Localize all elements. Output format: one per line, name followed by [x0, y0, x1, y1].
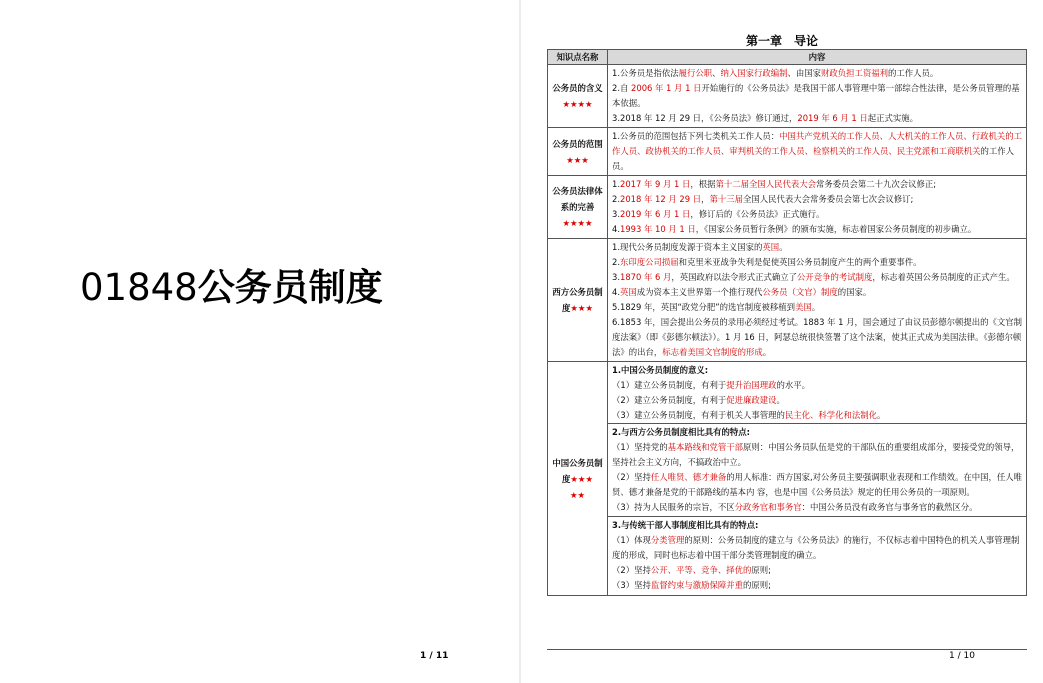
- content-cell: [608, 362, 1027, 596]
- topic-name: 公务员的范围: [552, 138, 603, 149]
- content-line: [612, 270, 1023, 285]
- text-segment: （3）持为人民服务的宗旨，不区: [612, 502, 735, 512]
- header-content: 内容: [608, 50, 1027, 65]
- text-segment: 4.: [612, 287, 620, 297]
- content-line: [612, 111, 1023, 126]
- key-phrase: 1993 年 10 月 1 日: [620, 224, 696, 234]
- table-header-row: [548, 50, 1027, 65]
- content-block: [612, 363, 1023, 423]
- text-segment: 2.: [612, 257, 620, 267]
- page-bottom-rule: [547, 649, 1027, 650]
- key-phrase: 公务员（文官）制度: [762, 287, 838, 297]
- key-phrase: 2017 年 9 月 1 日: [620, 179, 691, 189]
- text-segment: 和克里米亚战争失利是促使英国公务员制度产生的两个重要事件。: [678, 257, 922, 267]
- table-row: [548, 176, 1027, 239]
- key-phrase: 1870 年 6 月: [620, 272, 672, 282]
- text-segment: 原则：中国公务员队伍是党的干部队伍的重要组成部分，要接受党的领导，坚持社会主义方向，不搞政治中立。: [612, 442, 1020, 467]
- text-segment: 。: [811, 302, 821, 312]
- topic-name: 中国公务员制度: [552, 457, 603, 484]
- key-phrase: 公开竞争的考试制度: [797, 272, 873, 282]
- key-phrase: 2019 年 6 月 1 日: [797, 113, 868, 123]
- table-row: [548, 362, 1027, 596]
- key-phrase: 第十三届: [709, 194, 743, 204]
- text-segment: 的水平。: [776, 380, 810, 390]
- content-block: [612, 177, 1023, 237]
- content-cell: [608, 128, 1027, 176]
- text-segment: 2.自: [612, 83, 632, 93]
- text-segment: （2）坚持: [612, 565, 651, 575]
- content-line: [612, 393, 1023, 408]
- block-heading: 1.中国公务员制度的意义:: [612, 365, 709, 375]
- key-phrase: 英国: [620, 287, 637, 297]
- text-segment: 2.: [612, 194, 620, 204]
- content-line: [612, 378, 1023, 393]
- text-segment: 。: [762, 347, 772, 357]
- importance-stars: ★★★: [566, 154, 589, 165]
- topic-cell: [548, 128, 608, 176]
- text-segment: 的工作人员。: [888, 68, 939, 78]
- left-page: [0, 0, 520, 683]
- content-line: [612, 255, 1023, 270]
- importance-stars: ★★★★: [562, 218, 593, 228]
- content-line: [612, 440, 1023, 470]
- course-name: 公务员制度: [197, 266, 383, 309]
- text-segment: （2）坚持: [612, 472, 651, 482]
- text-segment: 开始施行的《公务员法》是我国干部人事管理中第一部综合性法律，是公务员管理的基本依据。: [612, 83, 1020, 108]
- page-number: 1 / 10: [949, 651, 975, 661]
- importance-stars: ★★★: [570, 303, 593, 313]
- content-line: [612, 222, 1023, 237]
- text-segment: （3）坚持: [612, 580, 651, 590]
- content-line: [612, 66, 1023, 81]
- key-phrase: 2018 年 12 月 29 日: [620, 194, 702, 204]
- topic-cell: [548, 176, 608, 239]
- key-phrase: 履行公职: [678, 68, 713, 78]
- text-segment: 1.: [612, 179, 620, 189]
- content-line: [612, 177, 1023, 192]
- key-phrase: 基本路线和党管干部: [667, 442, 743, 452]
- key-phrase: 第十二届全国人民代表大会: [715, 179, 817, 189]
- topic-name: 公务员法律体系的完善: [552, 186, 603, 212]
- key-phrase: 财政负担工资福利: [821, 68, 888, 78]
- text-segment: 5.1829 年，英国“政党分肥”的选官制度被移植到: [612, 302, 796, 312]
- text-segment: 。: [776, 395, 785, 405]
- importance-stars: ★★★: [570, 473, 593, 484]
- text-segment: 1.公务员的范围包括下列七类机关工作人员：: [612, 131, 780, 141]
- content-line: [612, 285, 1023, 300]
- text-segment: 。: [779, 242, 788, 252]
- content-block: [612, 129, 1023, 174]
- key-phrase: 民主化、科学化和法制化: [784, 410, 877, 420]
- table-row: [548, 128, 1027, 176]
- key-phrase: 纳入国家行政编制: [720, 68, 788, 78]
- text-segment: ，《国家公务员暂行条例》的颁布实施，标志着国家公务员制度的初步确立。: [695, 224, 977, 234]
- text-segment: ，修订后的《公务员法》正式施行。: [690, 209, 825, 219]
- key-phrase: 任人唯贤、德才兼备: [650, 472, 727, 482]
- text-segment: 6.1853 年，国会提出公务员的录用必须经过考试。1883 年 1 月，国会通过了由议员彭德尔顿提出的《文官制度法案》（即《彭德尔顿法》）。1 月 16 日，阿瑟总统很快签署了这个法案，使其正式成为美国法律。《彭德尔顿法》的出台，: [612, 317, 1022, 357]
- text-segment: 、: [712, 68, 721, 78]
- content-block: [612, 240, 1023, 360]
- text-segment: 成为资本主义世界第一个推行现代: [636, 287, 763, 297]
- block-heading: 2.与西方公务员制度相比具有的特点:: [612, 427, 750, 437]
- right-page: [521, 0, 1043, 683]
- text-segment: 1.现代公务员制度发源于资本主义国家的: [612, 242, 763, 252]
- text-segment: 起正式实施。: [867, 113, 919, 123]
- header-name: 知识点名称: [548, 50, 608, 65]
- content-line: [612, 240, 1023, 255]
- text-segment: 的工作人员。: [612, 146, 1014, 171]
- text-segment: 4.: [612, 224, 620, 234]
- key-phrase: 英国: [762, 242, 780, 252]
- text-segment: （1）建立公务员制度，有利于: [612, 380, 727, 390]
- content-line: [612, 533, 1023, 563]
- knowledge-table: [547, 49, 1027, 596]
- text-segment: （3）建立公务员制度，有利于机关人事管理的: [612, 410, 785, 420]
- text-segment: ，根据: [690, 179, 716, 189]
- content-line: [612, 470, 1023, 500]
- text-segment: （1）体现: [612, 535, 651, 545]
- text-segment: 的原则：公务员制度的建立与《公务员法》的施行，不仅标志着中国特色的机关人事管理制度的形成，同时也标志着中国干部分类管理制度的确立。: [612, 535, 1020, 560]
- topic-cell: [548, 65, 608, 128]
- text-segment: 3.: [612, 209, 620, 219]
- key-phrase: 促进廉政建设: [726, 395, 777, 405]
- content-line: [612, 563, 1023, 578]
- block-heading: 3.与传统干部人事制度相比具有的特点:: [612, 520, 759, 530]
- text-segment: （1）坚持党的: [612, 442, 668, 452]
- content-line: [612, 315, 1023, 360]
- content-block: [608, 423, 1026, 516]
- key-phrase: 2006 年 1 月 1 日: [631, 83, 702, 93]
- content-line: [612, 578, 1023, 593]
- content-line: [612, 81, 1023, 111]
- key-phrase: 中国共产党机关的工作人员、人大机关的工作人员、行政机关的工作人员、政协机关的工作人员、审判机关的工作人员、检察机关的工作人员、民主党派和工商联机关: [612, 131, 1022, 156]
- key-phrase: 2019 年 6 月 1 日: [620, 209, 691, 219]
- content-cell: [608, 176, 1027, 239]
- key-phrase: 提升治国理政: [726, 380, 777, 390]
- text-segment: 的用人标准：西方国家,对公务员主要强调职业表现和工作绩效。在中国，任人唯贤、德才兼备是党的干部路线的基本内 容，也是中国《公务员法》规定的任用公务员的一项原则。: [612, 472, 1022, 497]
- content-block: [608, 516, 1026, 594]
- importance-stars: ★★★★: [562, 99, 593, 109]
- text-segment: ，: [701, 194, 710, 204]
- key-phrase: 标志着美国文官制度的形成: [662, 347, 763, 357]
- topic-name: 西方公务员制度: [552, 287, 603, 313]
- page-number: 1 / 11: [420, 651, 449, 661]
- topic-name: 公务员的含义: [552, 83, 603, 93]
- text-segment: 。: [876, 410, 886, 420]
- text-segment: 、由国家: [787, 68, 821, 78]
- key-phrase: 分类管理: [650, 535, 685, 545]
- text-segment: 的原则;: [742, 580, 771, 590]
- text-segment: 3.2018 年 12 月 29 日，《公务员法》修订通过，: [612, 113, 798, 123]
- content-line: [612, 300, 1023, 315]
- text-segment: ，英国政府以法令形式正式确立了: [671, 272, 798, 282]
- key-phrase: 东印度公司损届: [620, 257, 679, 267]
- key-phrase: 监督约束与激励保障并重: [650, 580, 743, 590]
- text-segment: 3.: [612, 272, 620, 282]
- content-line: [612, 192, 1023, 207]
- text-segment: ：中国公务员没有政务官与事务官的截然区分。: [801, 502, 978, 512]
- text-segment: 原则;: [751, 565, 771, 575]
- content-block: [612, 66, 1023, 126]
- text-segment: 的国家。: [837, 287, 872, 297]
- content-line: [612, 129, 1023, 174]
- cover-title: [80, 257, 383, 311]
- course-code: 01848: [80, 266, 198, 309]
- key-phrase: 公开、平等、竞争、择优的: [650, 565, 752, 575]
- topic-cell: [548, 239, 608, 362]
- importance-stars: ★★: [569, 489, 586, 500]
- content-line: [612, 408, 1023, 423]
- text-segment: 全国人民代表大会常务委员会第七次会议修订;: [742, 194, 914, 204]
- table-row: [548, 65, 1027, 128]
- content-line: [612, 500, 1023, 515]
- key-phrase: 分政务官和事务官: [734, 502, 802, 512]
- content-cell: [608, 65, 1027, 128]
- content-line: [612, 207, 1023, 222]
- key-phrase: 美国: [795, 302, 812, 312]
- text-segment: （2）建立公务员制度，有利于: [612, 395, 727, 405]
- table-row: [548, 239, 1027, 362]
- table-body: [548, 65, 1027, 596]
- content-cell: [608, 239, 1027, 362]
- topic-cell: [548, 362, 608, 596]
- text-segment: ，标志着英国公务员制度的正式产生。: [872, 272, 1015, 282]
- text-segment: 1.公务员是指依法: [612, 68, 679, 78]
- chapter-title: 第一章 导论: [745, 34, 818, 48]
- text-segment: 常务委员会第二十九次会议修正;: [816, 179, 937, 189]
